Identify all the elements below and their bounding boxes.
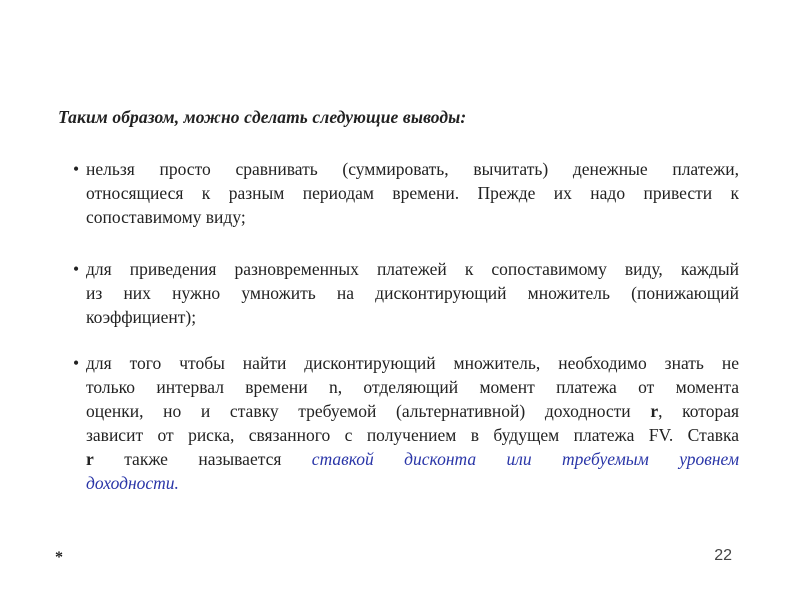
conclusion-heading: Таким образом, можно сделать следующие выводы: xyxy=(58,107,467,127)
bullet-marker: • xyxy=(73,159,80,179)
bullet-3-line-3 xyxy=(86,399,739,423)
bullet-1-line-1: нельзя просто сравнивать (суммировать, вычитать) денежные платежи, xyxy=(86,159,739,179)
bullet-3-line-1: для того чтобы найти дисконтирующий множитель, необходимо знать не xyxy=(86,353,739,373)
bullet-3-line-4: зависит от риска, связанного с получением в будущем платежа FV. Ставка xyxy=(86,425,739,445)
bullet-3-line-2: только интервал времени n, отделяющий момент платежа от момента xyxy=(86,377,739,397)
bullet-marker: • xyxy=(73,259,80,279)
bullet-3-line-6: доходности. xyxy=(86,473,179,493)
page-number: 22 xyxy=(714,547,732,564)
bullet-2-line-2: из них нужно умножить на дисконтирующий множитель (понижающий xyxy=(86,283,739,303)
bullet-item-3 xyxy=(73,351,740,495)
bullet-3-line-3-text: оценки, но и ставку требуемой (альтернативной) доходности xyxy=(86,401,631,421)
bullet-3-line-5 xyxy=(86,447,739,471)
discount-rate-term: ставкой дисконта или требуемым уровнем xyxy=(311,449,740,469)
bullet-item-1 xyxy=(73,157,739,229)
bullet-1-line-3: сопоставимому виду; xyxy=(86,207,246,227)
bullet-2-line-3: коэффициент); xyxy=(86,307,197,327)
bullet-3-line-5-text: также называется xyxy=(124,449,282,469)
bullet-marker: • xyxy=(73,353,80,373)
bullet-3-line-3-tail: , которая xyxy=(658,401,740,421)
rate-symbol: r xyxy=(86,449,94,469)
bullet-1-line-2: относящиеся к разным периодам времени. Прежде их надо привести к xyxy=(86,183,739,203)
rate-symbol: r xyxy=(650,401,659,421)
footer-asterisk: * xyxy=(55,549,63,566)
bullet-item-2 xyxy=(73,257,739,329)
bullet-2-line-1: для приведения разновременных платежей к сопоставимому виду, каждый xyxy=(86,259,739,279)
